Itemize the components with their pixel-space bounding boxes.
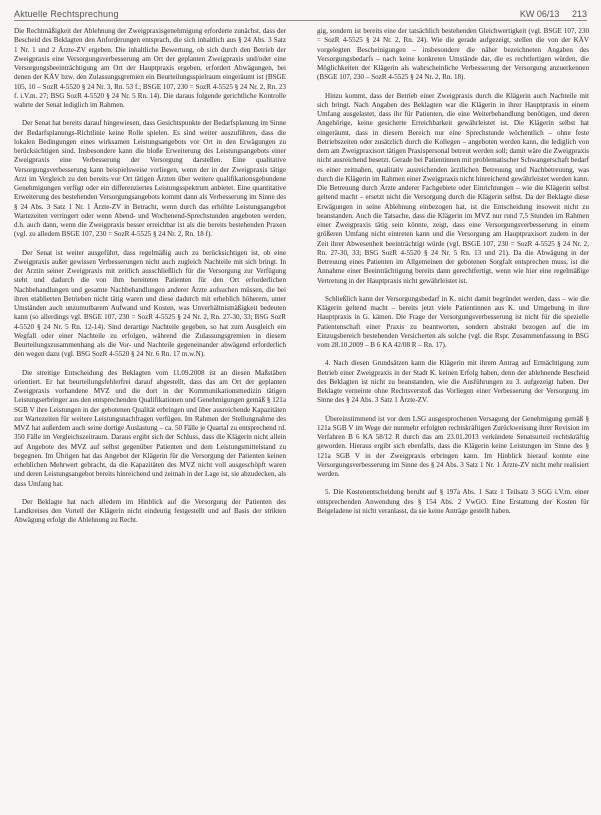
paragraph: Der Senat hat bereits darauf hingewiesen, dass Gesichtspunkte der Bedarfsplanung im Sinne der Bedarfsplanungs-Richtlinie keine Rolle spielen. Es sind weiter auszuführen, dass die lokalen Bedingungen eines wirksamen Leistungsangebots vor Ort in den Erwägungen zu berücksichtigen sind. Insbesondere kann die bloße Erweiterung des Leistungsangebots einer Zweigpraxis eine Verbesserung der Versorgung darstellen. Eine qualitative Versorgungsverbesserung kann beispielsweise vorliegen, wenn der in der Zweigpraxis tätige Arzt im Vergleich zu den bereits vor Ort tätigen Ärzten über weitere qualifikationsgebundene Genehmigungen verfügt oder ein differenziertes Leistungsspektrum anbietet. Eine quantitative Erweiterung des bestehenden Versorgungsangebots kommt dann als Verbesserung im Sinne des § 24 Abs. 3 Satz 1 Nr. 1 Ärzte-ZV in Betracht, wenn durch das erhöhte Leistungsangebot Wartezeiten verringert oder wenn Abend- und Wochenend-Sprechstunden angeboten werden, d.h. auch dann, wenn die Zweigpraxis besser erreichbar ist als die bereits bestehenden Praxen (vgl. zu alledem BSGE 107, 230 = SozR 4-5525 § 24 Nr. 2, Rn. 18 f). [14,119,286,239]
right-column [317,27,589,811]
paragraph: Der Beklagte hat nach alledem im Hinblick auf die Versorgung der Patienten des Landkreises den Vorteil der Klägerin nicht eindeutig festgestellt und auf Basis der strikten Abwägung erfolgt die Ablehnung zu Recht. [14,497,286,525]
page-number: 213 [571,9,587,19]
paragraph: gig, sondern ist bereits eine der tatsächlich bestehenden Gleichwertigkeit (vgl. BSGE 107, 230 = SozR 4-5525 § 24 Nr. 2, Rn. 24). Wie die gerade aufgezeigt, stellen die von der KÄV vorgelegten Bescheinigungen – insbesondere die näher bezeichneten Angaben des Versorgungsbedarfs – nach keine konkreten Umstände dar, die es rechtfertigen würden, die Möglichkeiten der Klägerin als wahrscheinliche Verbesserung der Versorgung anzuerkennen (BSGE 107, 230 – SozR 4-5525 § 24 Nr. 2, Rn. 18). [317,27,589,82]
paragraph: Übereinstimmend ist vor dem LSG ausgesprochenen Versagung der Genehmigung gemäß § 121a SGB V im Wege der nunmehr erfolgten rechtskräftigen Zurückweisung ihrer Revision im Verfahren B 6 KA 58/12 R durch das am 23.01.2013 verkündete Senatsurteil rechtskräftig geworden. Hieraus ergibt sich ebenfalls, dass die Klägerin keine Leistungen im Sinne des § 121a SGB V in der Zweigpraxis erbringen kann. Im Hinblick hierauf konnte eine Versorgungsverbesserung im Sinne des § 24 Abs. 3 Satz 1 Nr. 1 Ärzte-ZV nicht mehr realisiert werden. [317,414,589,478]
paragraph: 5. Die Kostenentscheidung beruht auf § 197a Abs. 1 Satz 1 Teilsatz 3 SGG i.V.m. einer entsprechenden Anwendung des § 154 Abs. 2 VwGO. Eine Erstattung der Kosten für Beigeladene ist nicht veranlasst, da sie keine Anträge gestellt haben. [317,488,589,515]
paragraph: 4. Nach diesen Grundsätzen kann die Klägerin mit ihrem Antrag auf Ermächtigung zum Betrieb einer Zweigpraxis in der Stadt K. keinen Erfolg haben, denn der ablehnende Bescheid des Beklagten ist nicht zu beanstanden, wie die Ausführungen zu 3. aufgezeigt haben. Der Beklagte verneinte ohne Rechtsverstoß das Vorliegen einer Verbesserung der Versorgung im Sinne des § 24 Abs. 3 Satz 1 Ärzte-ZV. [317,359,589,405]
paragraph: Hinzu kommt, dass der Betrieb einer Zweigpraxis durch die Klägerin auch Nachteile mit sich bringt. Nach Angaben des Beklagten war die Klägerin in ihrer Hauptpraxis in einem Umfang ausgelastet, dass ihr für Patienten, die eine Weiterbehandlung benötigen, und deren Angehörige, keine gesicherte Erreichbarkeit gewährleistet ist. Die Klägerin selbst hat eingeräumt, dass in diesem Bereich nur eine Sprechstunde wöchentlich – ohne feste Betriebszeiten oder zusätzlich durch die Kollegen – angeboten werden kann, die lediglich von dem am Zweigpraxisort tätigen Praxispersonal betreut werden soll; damit wäre die Zweigpraxis nicht ausreichend besetzt. Gerade bei Patientinnen mit problematischer Schwangerschaft bedarf es einer zeitnahen, qualitativ ausreichenden ärztlichen Betreuung und Nachbetreuung, was durch die Klägerin im Rahmen einer Zweigpraxis nicht hinreichend gewährleistet werden kann. Die Betreuung durch Ärzte anderer Fachgebiete oder Einrichtungen – wie die Klägerin selbst geltend macht – ersetzt nicht die Versorgung durch die Klägerin selbst. Da der Beklagte diese Erwägungen in seine Ablehnung einbezogen hat, ist die Entscheidung insoweit nicht zu beanstanden. Auch die Tatsache, dass die Klägerin im MVZ nur rund 7,5 Stunden im Rahmen einer Zweigpraxis tätig sein könnte, zeigt, dass eine Versorgungsverbesserung in einem größeren Umfang nicht eintreten kann und die Versorgung am Hauptpraxisort zudem in der Zeit ihrer Abwesenheit beeinträchtigt würde (vgl. BSGE 107, 230 = SozR 4-5525 § 24 Nr. 2, Rn. 27-30, 33; BSG SozR 4-5520 § 24 Nr. 5 Rn. 13 und 21). Da die Abwägung in der Betreuung eines Patienten im Allgemeinen der gebotenen Sorgfalt entsprechen muss, ist die Annahme einer Beeinträchtigung bereits dann gerechtfertigt, wenn wie hier eine regelmäßige Vertretung in der Hauptpraxis nicht gewährleistet ist. [317,91,589,285]
paragraph: Die Rechtmäßigkeit der Ablehnung der Zweigpraxisgenehmigung erforderte zunächst, dass der Bescheid des Beklagten den Anforderungen entsprach, die sich inhaltlich aus § 24 Abs. 3 Satz 1 Nr. 1 und 2 Ärzte-ZV ergeben. Die inhaltliche Bewertung, ob sich durch den Betrieb der Zweigpraxis eine Versorgungsverbesserung am Ort der geplanten Zweigpraxis und/oder eine Versorgungsbeeinträchtigung am Ort der Hauptpraxis ergeben, erfordert Abwägungen, bei denen der KÄV bzw. den Zulassungsgremien ein Beurteilungsspielraum eingeräumt ist (BSGE 105, 10 – SozR 4-5520 § 24 Nr. 3, Rn. 53 f.; BSGE 107, 230 = SozR 4-5525 § 24 Nr. 2, Rn. 23 f. i.V.m. 27; BSG SozR 4-5520 § 24 Nr. 5 Rn. 14). Die daraus folgende gerichtliche Kontrolle wahrte der Senat lediglich im Rahmen. [14,27,286,109]
paragraph: Der Senat ist weiter ausgeführt, dass regelmäßig auch zu berücksichtigen ist, ob eine Zweigpraxis außer gewissen Verbesserungen nicht auch zugleich Nachteile mit sich bringt. In der Arztin seiner Zweigpraxis mit zeitlich ausschließlich für die Versorgung zur Verfügung steht und dadurch die von ihm bereiteten Patienten für den Ort erforderlichen Nachbehandlungen und gesamte Nachbehandlungen anderer Ärzte aufsuchen müssen, die bei ihren etablierten Betrieben nicht tätig waren und diese dadurch mit erheblich höherem, unter Umständen auch unzumutbarem Aufwand und Kosten, was Unverhältnismäßigkeit bedeuten kann (so allerdings vgl. BSGE 107, 230 = SozR 4-5525 § 24 Nr. 2, Rn. 27-30, 33; BSG SozR 4-5520 § 24 Nr. 5 Rn. 12-14). Sind derartige Nachteile gegeben, so hat zum Ausgleich ein Wegfall oder einer Nachteile zu erfolgen, während die Zulassungsgremien in diesem Beurteilungszusammenhang als die Vor- und Nachteile gegeneinander abwägend erforderlich den wegen dazu (vgl. BSG SozR 4-5520 § 24 Nr. 6 Rn. 17 m.w.N). [14,248,286,359]
paragraph: Die streitige Entscheidung des Beklagten vom 11.09.2008 ist an diesen Maßstäben orientiert. Er hat beurteilungsfehlerfrei darauf abgestellt, dass das am Ort der geplanten Zweigpraxis vorhandene MVZ und die dort in der Kommunikationsmedizin tätigen Leistungserbringer aus den entsprechenden Qualifikationen und Genehmigungen gemäß § 121a SGB V ihre Leistungen in der gebotenen Qualität erbringen und über ausreichende Kapazitäten zur Wartezeiten für weitere Leistungsnachfragen verfügen. Im Rahmen der Stellungnahme des MVZ hat außerdem auch seine dortige Auslastung – ca. 50 Fälle je Quartal zu entsprechend rd. 350 Fälle im Vergleichszeitraum. Daraus ergibt sich der Schluss, dass die Klägerin nicht allein auf Angebote des MVZ auf selbst gegenüber Patienten und dem Leistungsmittelstand zu begegnen. Im Übrigen hat das Angebot der Klägerin für die Versorgung der Patienten keinen erheblichen Mehrwert gebracht, da die Kapazitäten des MVZ nicht voll ausgeschöpft waren und deren Leistungsangebot bereits hinreichend und zeitnah in der Lage ist, sie abzudecken, als dass Umfang hat. [14,368,286,488]
header-rule [14,20,587,21]
journal-title: Aktuelle Rechtsprechung [14,9,119,19]
issue-page-info [510,9,587,19]
left-column [14,27,286,811]
paragraph: Schließlich kann der Versorgungsbedarf in K. nicht damit begründet werden, dass – wie die Klägerin geltend macht – bereits jetzt viele Patientinnen aus K. und Umgebung in ihre Hauptpraxis in G. kämen. Die Frage der Versorgungsverbesserung ist nicht für die spezielle Patientenschaft einer Praxis zu beantworten, sondern abstrakt bezogen auf die im Einzugsbereich bestehenden Versicherten als solche (vgl. die Rspr. Zusammenfassung in BSG vom 28.10.2009 – B 6 KA 42/08 R – Rn. 17). [317,294,589,349]
issue-number: KW 06/13 [519,9,560,19]
